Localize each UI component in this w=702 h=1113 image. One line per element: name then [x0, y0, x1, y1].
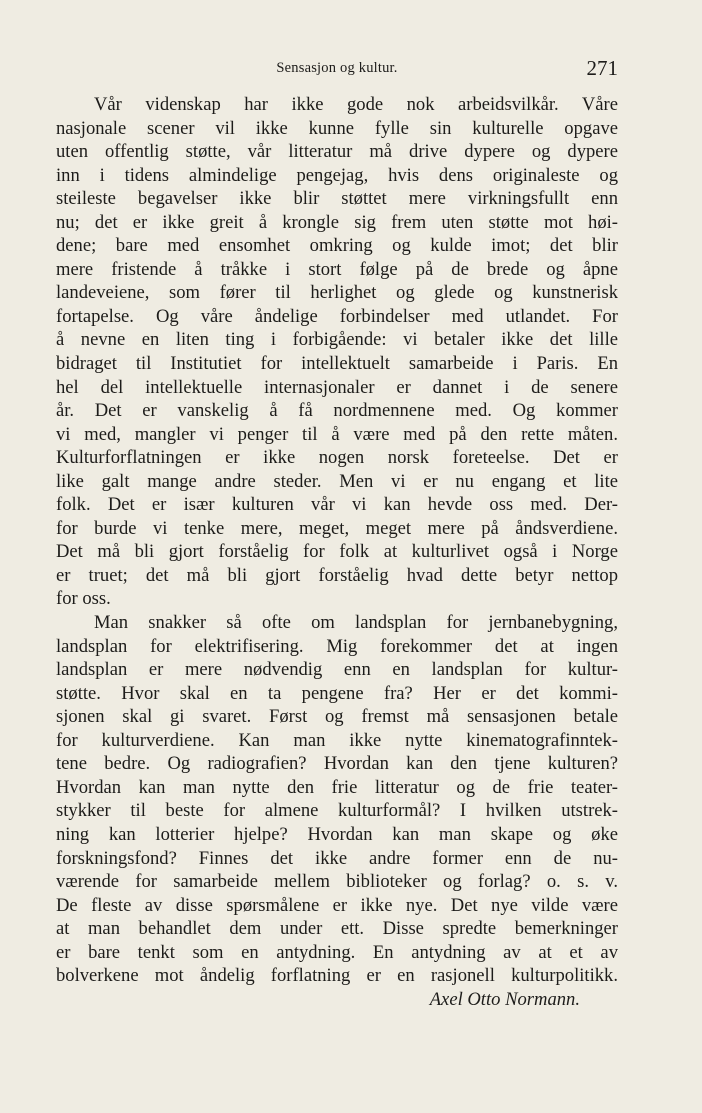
- text-line: uten offentlig støtte, vår litteratur må drive dypere og dypere: [56, 141, 618, 163]
- text-line: å nevne en liten ting i forbigående: vi betaler ikke det lille: [56, 329, 618, 351]
- text-line: Man snakker så ofte om landsplan for jernbanebygning,: [94, 612, 618, 634]
- running-head: Sensasjon og kultur.: [276, 60, 398, 76]
- text-line: ning kan lotterier hjelpe? Hvordan kan man skape og øke: [56, 823, 618, 845]
- article-body: [56, 93, 618, 1011]
- text-line: Det må bli gjort forståelig for folk at kulturlivet også i Norge: [56, 541, 618, 563]
- text-line: for oss.: [56, 588, 111, 610]
- text-line: mere fristende å tråkke i stort følge på de brede og åpne: [56, 258, 618, 280]
- text-line: år. Det er vanskelig å få nordmennene med. Og kommer: [56, 400, 618, 422]
- page-header: [56, 58, 618, 84]
- text-line: for burde vi tenke mere, meget, meget mere på åndsverdiene.: [56, 517, 618, 539]
- text-line: Kulturforflatningen er ikke nogen norsk foreteelse. Det er: [56, 447, 618, 469]
- text-line: at man behandlet dem under ett. Disse spredte bemerkninger: [56, 918, 618, 940]
- text-line: er truet; det må bli gjort forståelig hvad dette betyr nettop: [56, 564, 618, 586]
- text-line: fortapelse. Og våre åndelige forbindelser med utlandet. For: [56, 305, 618, 327]
- text-line: vi med, mangler vi penger til å være med på den rette måten.: [56, 423, 618, 445]
- text-line: landsplan for elektrifisering. Mig forekommer det at ingen: [56, 635, 618, 657]
- text-line: De fleste av disse spørsmålene er ikke nye. Det nye vilde være: [56, 894, 618, 916]
- text-line: for kulturverdiene. Kan man ikke nytte kinematografinntek-: [56, 729, 618, 751]
- text-line: tene bedre. Og radiografien? Hvordan kan den tjene kulturen?: [56, 753, 618, 775]
- text-line: like galt mange andre steder. Men vi er nu engang et lite: [56, 470, 618, 492]
- text-line: stykker til beste for almene kulturformål? I hvilken utstrek-: [56, 800, 618, 822]
- text-line: Hvordan kan man nytte den frie litteratur og de frie teater-: [56, 776, 618, 798]
- text-line: bolverkene mot åndelig forflatning er en rasjonell kulturpolitikk.: [56, 965, 618, 987]
- text-line: Vår videnskap har ikke gode nok arbeidsvilkår. Våre: [94, 94, 618, 115]
- text-line: inn i tidens almindelige pengejag, hvis dens originaleste og: [56, 164, 618, 186]
- author-signature: Axel Otto Normann.: [429, 988, 580, 1010]
- text-line: bidraget til Institutiet for intellektuelt samarbeide i Paris. En: [56, 353, 618, 375]
- page-number: 271: [586, 56, 618, 80]
- text-line: værende for samarbeide mellem biblioteker og forlag? o. s. v.: [56, 871, 618, 893]
- text-line: dene; bare med ensomhet omkring og kulde imot; det blir: [56, 235, 618, 257]
- text-line: hel del intellektuelle internasjonaler er dannet i de senere: [56, 376, 618, 398]
- text-line: nu; det er ikke greit å krongle sig frem uten støtte mot høi-: [56, 211, 618, 233]
- text-line: støtte. Hvor skal en ta pengene fra? Her er det kommi-: [56, 682, 618, 704]
- text-line: sjonen skal gi svaret. Først og fremst må sensasjonen betale: [56, 706, 618, 728]
- text-line: forskningsfond? Finnes det ikke andre former enn de nu-: [56, 847, 618, 869]
- text-line: folk. Det er især kulturen vår vi kan hevde oss med. Der-: [56, 494, 618, 516]
- text-line: er bare tenkt som en antydning. En antydning av at et av: [56, 941, 618, 963]
- text-line: landeveiene, som fører til herlighet og glede og kunstnerisk: [56, 282, 618, 304]
- text-line: landsplan er mere nødvendig enn en landsplan for kultur-: [56, 659, 618, 681]
- text-line: nasjonale scener vil ikke kunne fylle sin kulturelle opgave: [56, 117, 618, 139]
- text-line: steileste begavelser ikke blir støttet mere virkningsfullt enn: [56, 188, 618, 210]
